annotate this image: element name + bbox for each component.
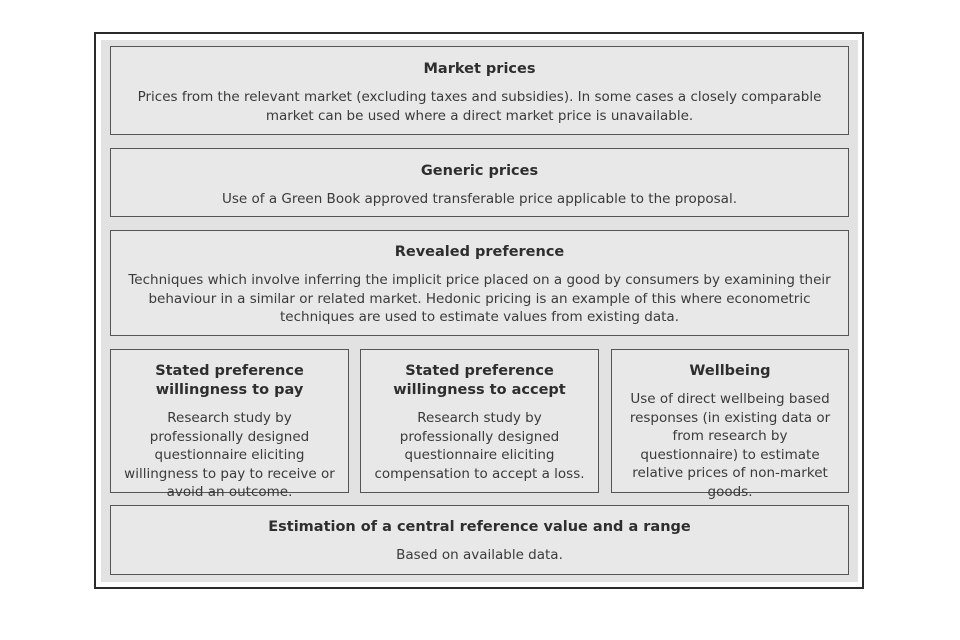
central-estimate-description: Based on available data. [396,547,563,563]
generic-prices-title: Generic prices [420,163,539,179]
central-estimate-box [110,505,849,575]
wellbeing-box [611,349,849,500]
revealed-preference-description: Techniques which involve inferring the implicit price placed on a good by consumers by examining their behaviour in a similar or related market. Hedonic pricing is an example of this where econometric techniques are used to estimate values from existing data. [128,272,831,325]
stated-preference-wtp-title: Stated preference willingness to pay [155,363,304,398]
wellbeing-description: Use of direct wellbeing based responses (in existing data or from research by questionnaire) to estimate relative prices of non-market goods. [629,391,831,500]
revealed-preference-title: Revealed preference [394,244,565,260]
generic-prices-description: Use of a Green Book approved transferable price applicable to the proposal. [222,191,737,207]
market-prices-description: Prices from the relevant market (excluding taxes and subsidies). In some cases a closely comparable market can be used where a direct market price is unavailable. [137,89,822,124]
market-prices-box [110,46,849,135]
market-prices-title: Market prices [423,61,536,77]
stated-preference-wta-box [360,349,599,493]
revealed-preference-box [110,230,849,336]
generic-prices-box [110,148,849,217]
stated-preference-wta-description: Research study by professionally designed questionnaire eliciting compensation to accept a loss. [374,410,585,482]
stated-preference-wtp-box [110,349,349,500]
wellbeing-title: Wellbeing [689,363,771,379]
stated-preference-wtp-description: Research study by professionally designed questionnaire eliciting willingness to pay to receive or avoid an outcome. [124,410,335,500]
central-estimate-title: Estimation of a central reference value and a range [268,519,691,535]
stated-preference-wta-title: Stated preference willingness to accept [393,363,566,398]
